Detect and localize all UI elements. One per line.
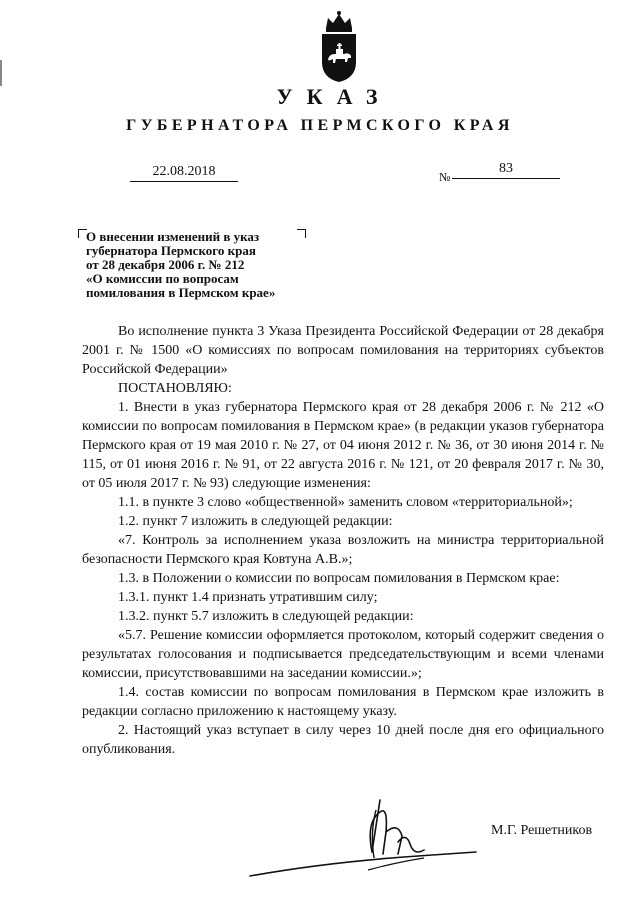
decree-word: ПОСТАНОВЛЯЮ: — [118, 381, 232, 396]
document-type-title: УКАЗ — [276, 84, 392, 109]
document-number: 83 — [452, 161, 560, 179]
signer-name: М.Г. Решетников — [491, 823, 593, 838]
paragraph-1-1: 1.1. в пункте 3 слово «общественной» заменить словом «территориальной»; — [118, 495, 573, 510]
subject-line: помилования в Пермском крае» — [86, 285, 276, 300]
paragraph-1-3-2-text: «5.7. Решение комиссии оформляется протоколом, который содержит сведения о результатах голосования и подписывается председательствующим и всеми членами комиссии, присутствовавшими на заседании комиссии.»; — [82, 628, 604, 681]
scan-margin-mark — [0, 60, 2, 86]
perm-krai-coat-of-arms-icon — [316, 10, 362, 84]
paragraph-1-4: 1.4. состав комиссии по вопросам помилования в Пермском крае изложить в редакции согласно приложению к настоящему указу. — [82, 685, 604, 719]
paragraph-1: 1. Внести в указ губернатора Пермского края от 28 декабря 2006 г. № 212 «О комиссии по вопросам помилования в Пермском крае» (в редакции указов губернатора Пермского края от 19 мая 2010 г. № 27, от 04 июня 2012 г. № 36, от 30 июня 2014 г. № 115, от 01 июня 2016 г. № 91, от 22 августа 2016 г. № 121, от 20 февраля 2017 г. № 30, от 05 июля 2017 г. № 93) следующие изменения: — [82, 400, 604, 491]
handwritten-signature — [248, 792, 478, 892]
paragraph-1-2-text: «7. Контроль за исполнением указа возложить на министра территориальной безопасности Пермского края Ковтуна А.В.»; — [82, 533, 604, 567]
paragraph-1-3-2: 1.3.2. пункт 5.7 изложить в следующей редакции: — [118, 609, 414, 624]
document-subject — [86, 230, 326, 300]
document-number-label: № — [439, 170, 451, 184]
paragraph-2: 2. Настоящий указ вступает в силу через 10 дней после дня его официального опубликования. — [82, 723, 604, 757]
subject-line: от 28 декабря 2006 г. № 212 — [86, 257, 245, 272]
issuing-authority: ГУБЕРНАТОРА ПЕРМСКОГО КРАЯ — [126, 117, 514, 134]
subject-line: губернатора Пермского края — [86, 243, 256, 258]
preamble-paragraph: Во исполнение пункта 3 Указа Президента Российской Федерации от 28 декабря 2001 г. № 1500 «О комиссиях по вопросам помилования на территориях субъектов Российской Федерации» — [82, 324, 604, 377]
document-body — [82, 322, 604, 759]
subject-line: О внесении изменений в указ — [86, 229, 260, 244]
subject-line: «О комиссии по вопросам — [86, 271, 239, 286]
paragraph-1-3: 1.3. в Положении о комиссии по вопросам помилования в Пермском крае: — [118, 571, 560, 586]
paragraph-1-2: 1.2. пункт 7 изложить в следующей редакции: — [118, 514, 393, 529]
paragraph-1-3-1: 1.3.1. пункт 1.4 признать утратившим силу; — [118, 590, 378, 605]
document-date: 22.08.2018 — [130, 164, 238, 182]
